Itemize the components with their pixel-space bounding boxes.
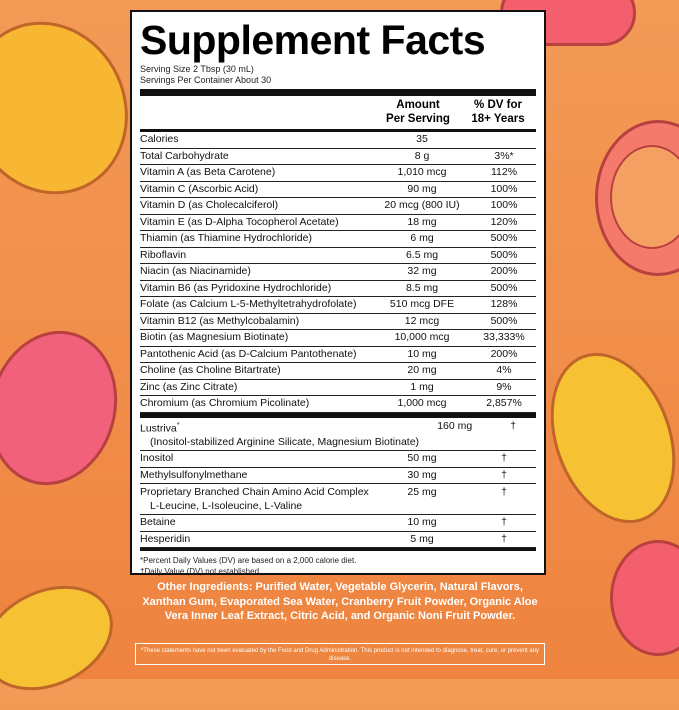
table-header (140, 96, 536, 129)
nutrient-amount: 20 mg (407, 364, 437, 376)
nutrient-dv: 200% (490, 265, 518, 277)
nutrient-name: Folate (as Calcium L-5-Methyltetrahydrofolate) (140, 298, 357, 310)
nutrient-amount: 18 mg (407, 215, 437, 228)
nutrient-name: Biotin (as Magnesium Biotinate) (140, 331, 289, 343)
ingredient-name: Inositol (140, 452, 174, 464)
nutrient-dv: 120% (490, 215, 518, 228)
ingredient-dv: † (501, 468, 507, 481)
table-row (140, 264, 536, 281)
nutrient-name: Niacin (as Niacinamide) (140, 265, 251, 277)
nutrient-dv: 500% (490, 232, 518, 244)
ingredient-dv: † (501, 516, 507, 528)
nutrient-table (140, 132, 536, 413)
ingredient-dv: † (501, 452, 507, 464)
nutrient-name: Chromium (as Chromium Picolinate) (140, 397, 310, 409)
ingredient-detail: (Inositol-stabilized Arginine Silicate, Magnesium Biotinate) (150, 436, 420, 448)
ingredient-dv: † (501, 486, 507, 498)
mango-slice-illustration (0, 566, 130, 710)
nutrient-amount: 510 mcg DFE (389, 298, 455, 310)
ingredient-name: Methylsulfonylmethane (140, 468, 248, 481)
nutrient-name: Vitamin C (Ascorbic Acid) (140, 182, 259, 195)
nutrient-name: Vitamin E (as D-Alpha Tocopherol Acetate) (140, 215, 339, 228)
nutrient-amount: 1,010 mcg (397, 166, 447, 178)
nutrient-name: Vitamin B6 (as Pyridoxine Hydrochloride) (140, 281, 332, 294)
nutrient-name: Zinc (as Zinc Citrate) (140, 380, 238, 393)
nutrient-dv: 33,333% (483, 331, 525, 343)
supplement-facts-panel (130, 10, 546, 575)
nutrient-amount: 8.5 mg (405, 281, 439, 294)
nutrient-dv: 3%* (494, 149, 514, 162)
table-row (140, 182, 536, 199)
ingredient-dv: † (510, 419, 517, 432)
ingredient-dv: † (501, 532, 507, 545)
table-row (140, 396, 536, 413)
nutrient-amount: 6 mg (410, 232, 434, 244)
table-row (140, 198, 536, 215)
nutrient-dv: 100% (490, 199, 518, 211)
ingredient-amount: 50 mg (407, 452, 437, 464)
table-row (140, 132, 536, 149)
ingredient-name: Lustriva (140, 422, 177, 434)
ingredient-amount: 30 mg (407, 468, 437, 481)
ingredient-name: Betaine (140, 516, 176, 528)
table-row (140, 363, 536, 380)
nutrient-amount: 8 g (414, 149, 430, 162)
nutrient-amount: 35 (416, 133, 428, 145)
nutrient-amount: 20 mcg (800 IU) (384, 199, 460, 211)
table-row (140, 451, 536, 468)
nutrient-dv: 100% (490, 182, 518, 195)
nutrient-name: Pantothenic Acid (as D-Calcium Pantothenate) (140, 347, 357, 360)
nutrient-name: Riboflavin (140, 248, 187, 261)
nutrient-name: Vitamin D (as Cholecalciferol) (140, 199, 279, 211)
header-per-serving: Per Serving (386, 113, 450, 125)
table-row (140, 165, 536, 182)
footnote-dagger: †Daily Value (DV) not established. (140, 567, 262, 576)
table-row (140, 532, 536, 549)
peach-illustration (610, 540, 679, 656)
ingredient-name: Hesperidin (140, 532, 191, 545)
nutrient-dv: 500% (490, 248, 518, 261)
nutrient-dv: 9% (496, 380, 512, 393)
table-row (140, 484, 536, 515)
table-row (140, 330, 536, 347)
nutrient-name: Choline (as Choline Bitartrate) (140, 364, 281, 376)
nutrient-amount: 6.5 mg (405, 248, 439, 261)
nutrient-name: Vitamin A (as Beta Carotene) (140, 166, 276, 178)
table-row (140, 314, 536, 331)
table-row (140, 380, 536, 397)
servings-per-container: Servings Per Container About 30 (140, 75, 272, 85)
ingredient-amount: 10 mg (407, 516, 437, 528)
nutrient-amount: 32 mg (407, 265, 437, 277)
ingredient-name: Proprietary Branched Chain Amino Acid Complex (140, 486, 369, 498)
header-amount: Amount (396, 99, 440, 111)
ingredient-amount: 160 mg (437, 419, 473, 432)
nutrient-dv (472, 132, 536, 148)
nutrient-dv: 2,857% (486, 397, 522, 409)
table-row (140, 149, 536, 166)
ingredient-detail: L-Leucine, L-Isoleucine, L-Valine (150, 500, 303, 512)
nutrient-amount: 1 mg (410, 380, 434, 393)
ingredient-amount: 25 mg (407, 486, 437, 498)
ingredient-amount: 5 mg (410, 532, 434, 545)
fda-disclaimer: *These statements have not been evaluated by the Food and Drug Administration. This product is not intended to diagnose, treat, cure, or prevent any disease. (135, 643, 545, 665)
header-dv: % DV for (474, 99, 522, 111)
nutrient-dv: 4% (496, 364, 512, 376)
other-ingredients-table (140, 418, 536, 549)
ingredient-trademark: * (176, 421, 180, 429)
nutrient-amount: 90 mg (407, 182, 437, 195)
nutrient-amount: 1,000 mcg (397, 397, 447, 409)
nutrient-amount: 12 mcg (404, 314, 440, 327)
table-row (140, 515, 536, 532)
table-row (140, 297, 536, 314)
other-ingredients: Other Ingredients: Purified Water, Vegetable Glycerin, Natural Flavors, Xanthan Gum, Evaporated Sea Water, Cranberry Fruit Powder, Organic Aloe Vera Inner Leaf Extract, Citric Acid, and Organic Noni Fruit Powder. (142, 581, 538, 622)
mango-illustration (528, 335, 679, 540)
table-row (140, 215, 536, 232)
peach-illustration (0, 316, 134, 499)
nutrient-name: Total Carbohydrate (140, 149, 229, 162)
nutrient-dv: 200% (490, 347, 518, 360)
nutrient-name: Thiamin (as Thiamine Hydrochloride) (140, 232, 312, 244)
serving-size: Serving Size 2 Tbsp (30 mL) (140, 64, 254, 74)
header-age: 18+ Years (471, 113, 525, 125)
table-row (140, 231, 536, 248)
table-row (140, 468, 536, 485)
nutrient-dv: 128% (490, 298, 518, 310)
nutrient-name: Calories (140, 133, 179, 145)
nutrient-amount: 10 mg (407, 347, 437, 360)
nutrient-amount: 10,000 mcg (394, 331, 450, 343)
panel-title: Supplement Facts (140, 17, 486, 63)
table-row (140, 281, 536, 298)
divider (140, 89, 536, 96)
nutrient-dv: 500% (490, 314, 518, 327)
table-row (140, 248, 536, 265)
table-row (140, 418, 536, 452)
footnote-dv: *Percent Daily Values (DV) are based on a 2,000 calorie diet. (140, 556, 357, 565)
nutrient-dv: 112% (490, 166, 518, 178)
nutrient-dv: 500% (490, 281, 518, 294)
nutrient-name: Vitamin B12 (as Methylcobalamin) (140, 314, 300, 327)
table-row (140, 347, 536, 364)
